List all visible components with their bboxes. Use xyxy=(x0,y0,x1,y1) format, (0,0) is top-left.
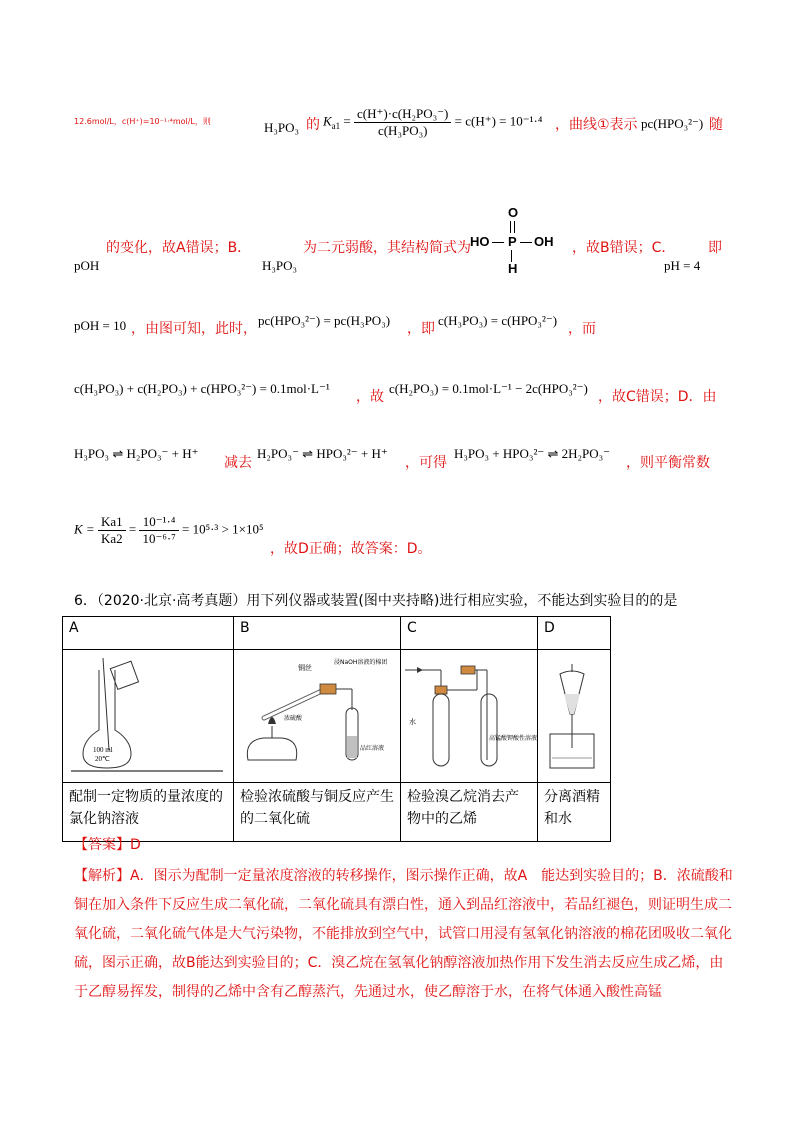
flask-temp-label: 20℃ xyxy=(95,755,110,763)
l4-t1: ，故 xyxy=(356,389,384,405)
l3-t3: ，而 xyxy=(568,321,596,337)
option-d-caption: 分离酒精和水 xyxy=(538,783,611,842)
l5-eq3: H₃PO₃ + HPO₃²⁻ ⇌ 2H₂PO₃⁻ xyxy=(454,446,611,461)
l1-end: 随 xyxy=(709,117,723,133)
l5-eq2: H₂PO₃⁻ ⇌ HPO₃²⁻ + H⁺ xyxy=(257,446,388,461)
l4-eq2: c(H₂PO₃) = 0.1mol·L⁻¹ − 2c(HPO₃²⁻) xyxy=(389,381,588,396)
l2-poh: pOH xyxy=(74,258,100,273)
pinking-label: 品红溶液 xyxy=(360,745,385,752)
option-a-figure xyxy=(63,650,234,783)
l2-text2: 为二元弱酸，其结构简式为 xyxy=(303,240,471,256)
option-b-caption: 检验浓硫酸与铜反应产生的二氧化硫 xyxy=(234,783,401,842)
h3po3-structure xyxy=(470,205,570,275)
answer: 【答案】D xyxy=(74,837,141,853)
l4-t2: ，故C错误；D．由 xyxy=(598,389,717,405)
option-b-figure xyxy=(234,650,401,783)
acid-label: 浓硫酸 xyxy=(284,715,303,722)
ka1-formula: $K_{a1}$ = $\frac{\text{c(H⁺)·c(H₂PO₃⁻)}}{\text{c(H₃PO₃)}}$ = c(H⁺) = 10⁻¹·⁴ xyxy=(323,106,543,138)
k-label: K = xyxy=(74,521,95,537)
option-d-label: D xyxy=(538,617,611,650)
struct-h: H xyxy=(508,261,518,276)
struct-bond-right xyxy=(520,242,532,243)
l2-h3po3: H₃PO₃ xyxy=(262,258,298,273)
analysis-paragraph: 【解析】A．图示为配制一定量浓度溶液的转移操作，图示操作正确，故A 能达到实验目的；B．浓硫酸和铜在加入条件下反应生成二氧化硫，二氧化硫具有漂白性，通入到品红溶液中，若品红褪色，则证明生成二氧化硫，二氧化硫气体是大气污染物，不能排放到空气中，试管口用浸有氢氧化钠溶液的棉花团吸收二氧化硫，图示正确，故B能达到实验目的；C．溴乙烷在氢氧化钠醇溶液加热作用下发生消去反应生成乙烯，由于乙醇易挥发，制得的乙烯中含有乙醇蒸汽，先通过水，使乙醇溶于水，在将气体通入酸性高锰 xyxy=(74,868,733,1000)
line-1 xyxy=(74,112,211,128)
l5-eq1: H₃PO₃ ⇌ H₂PO₃⁻ + H⁺ xyxy=(74,446,199,461)
ka1-fraction xyxy=(354,106,451,139)
question-6: 6．（2020·北京·高考真题）用下列仪器或装置(图中夹持略)进行相应实验，不能达到实验目的的是 xyxy=(74,593,678,609)
l2-text4: 即 xyxy=(708,240,722,256)
struct-p: P xyxy=(508,234,517,249)
l2-text3: ，故B错误；C． xyxy=(572,240,676,256)
naoh-label: 浸NaOH溶液的棉团 xyxy=(334,659,388,666)
copper-sulfuric-acid-apparatus xyxy=(234,650,400,778)
l1-de: 的 xyxy=(306,117,320,133)
k-frac2-num: 10⁻¹·⁴ xyxy=(139,514,178,531)
option-a-label: A xyxy=(63,617,234,650)
l1-post: ，曲线①表示 xyxy=(555,117,638,133)
copper-wire-label: 铜丝 xyxy=(298,664,312,672)
ethylene-test-apparatus xyxy=(401,650,537,778)
l3-poh: pOH = 10 xyxy=(74,318,127,333)
struct-double-bond xyxy=(510,221,515,233)
l6-t: ，故D正确；故答案：D。 xyxy=(270,541,432,557)
flask-volume-label: 100 ml xyxy=(93,746,113,754)
l5-t1: 减去 xyxy=(224,455,252,471)
water-label: 水 xyxy=(409,718,416,726)
option-b-label: B xyxy=(234,617,401,650)
l1-pc: pc(HPO₃²⁻) xyxy=(641,116,704,131)
ka1-numerator: c(H⁺)·c(H₂PO₃⁻) xyxy=(354,106,451,123)
struct-bond-left xyxy=(492,242,504,243)
separatory-funnel-diagram xyxy=(538,650,610,778)
ka1-k: K xyxy=(323,113,332,129)
k-rest: = 10⁵·³ > 1×10⁵ xyxy=(181,521,264,537)
k-formula xyxy=(74,514,264,547)
struct-ho: HO xyxy=(470,234,490,249)
options-table xyxy=(62,616,611,842)
option-c-label: C xyxy=(401,617,538,650)
l1-h3po3: H₃PO₃ xyxy=(264,120,300,135)
l3-t2: ，即 xyxy=(407,321,435,337)
k-frac1-num: Ka1 xyxy=(98,514,126,531)
ka1-sub: a1 xyxy=(331,121,341,132)
volumetric-flask-diagram xyxy=(63,650,233,778)
kmno4-label: 高锰酸钾酸性溶液 xyxy=(489,735,537,742)
k-frac1 xyxy=(98,514,126,547)
struct-oh: OH xyxy=(534,234,554,249)
l3-eq1: pc(HPO₃²⁻) = pc(H₃PO₃) xyxy=(258,313,391,328)
l2-ph: pH = 4 xyxy=(664,258,701,273)
ka1-denominator: c(H₃PO₃) xyxy=(377,123,428,138)
option-d-figure xyxy=(538,650,611,783)
l2-text1: 的变化，故A错误；B． xyxy=(106,240,252,256)
option-a-caption: 配制一定物质的量浓度的氯化钠溶液 xyxy=(63,783,234,842)
l3-t1: ，由图可知，此时， xyxy=(131,321,257,337)
k-eq: = xyxy=(128,521,137,537)
l1-pre: 12.6mol/L，c(H⁺)=10⁻¹·⁴mol/L，则 xyxy=(74,117,211,126)
struct-o: O xyxy=(508,205,519,220)
option-c-figure xyxy=(401,650,538,783)
option-c-caption: 检验溴乙烷消去产物中的乙烯 xyxy=(401,783,538,842)
l4-eq1: c(H₃PO₃) + c(H₂PO₃) + c(HPO₃²⁻) = 0.1mol·L⁻¹ xyxy=(74,381,330,396)
l5-t2: ，可得 xyxy=(405,455,447,471)
k-frac1-den: Ka2 xyxy=(100,531,123,546)
l5-t3: ，则平衡常数 xyxy=(626,455,710,471)
k-frac2 xyxy=(139,514,178,547)
k-frac2-den: 10⁻⁶·⁷ xyxy=(142,531,176,546)
ka1-eq: = c(H⁺) = 10⁻¹·⁴ xyxy=(454,113,543,129)
l3-eq2: c(H₃PO₃) = c(HPO₃²⁻) xyxy=(438,313,558,328)
